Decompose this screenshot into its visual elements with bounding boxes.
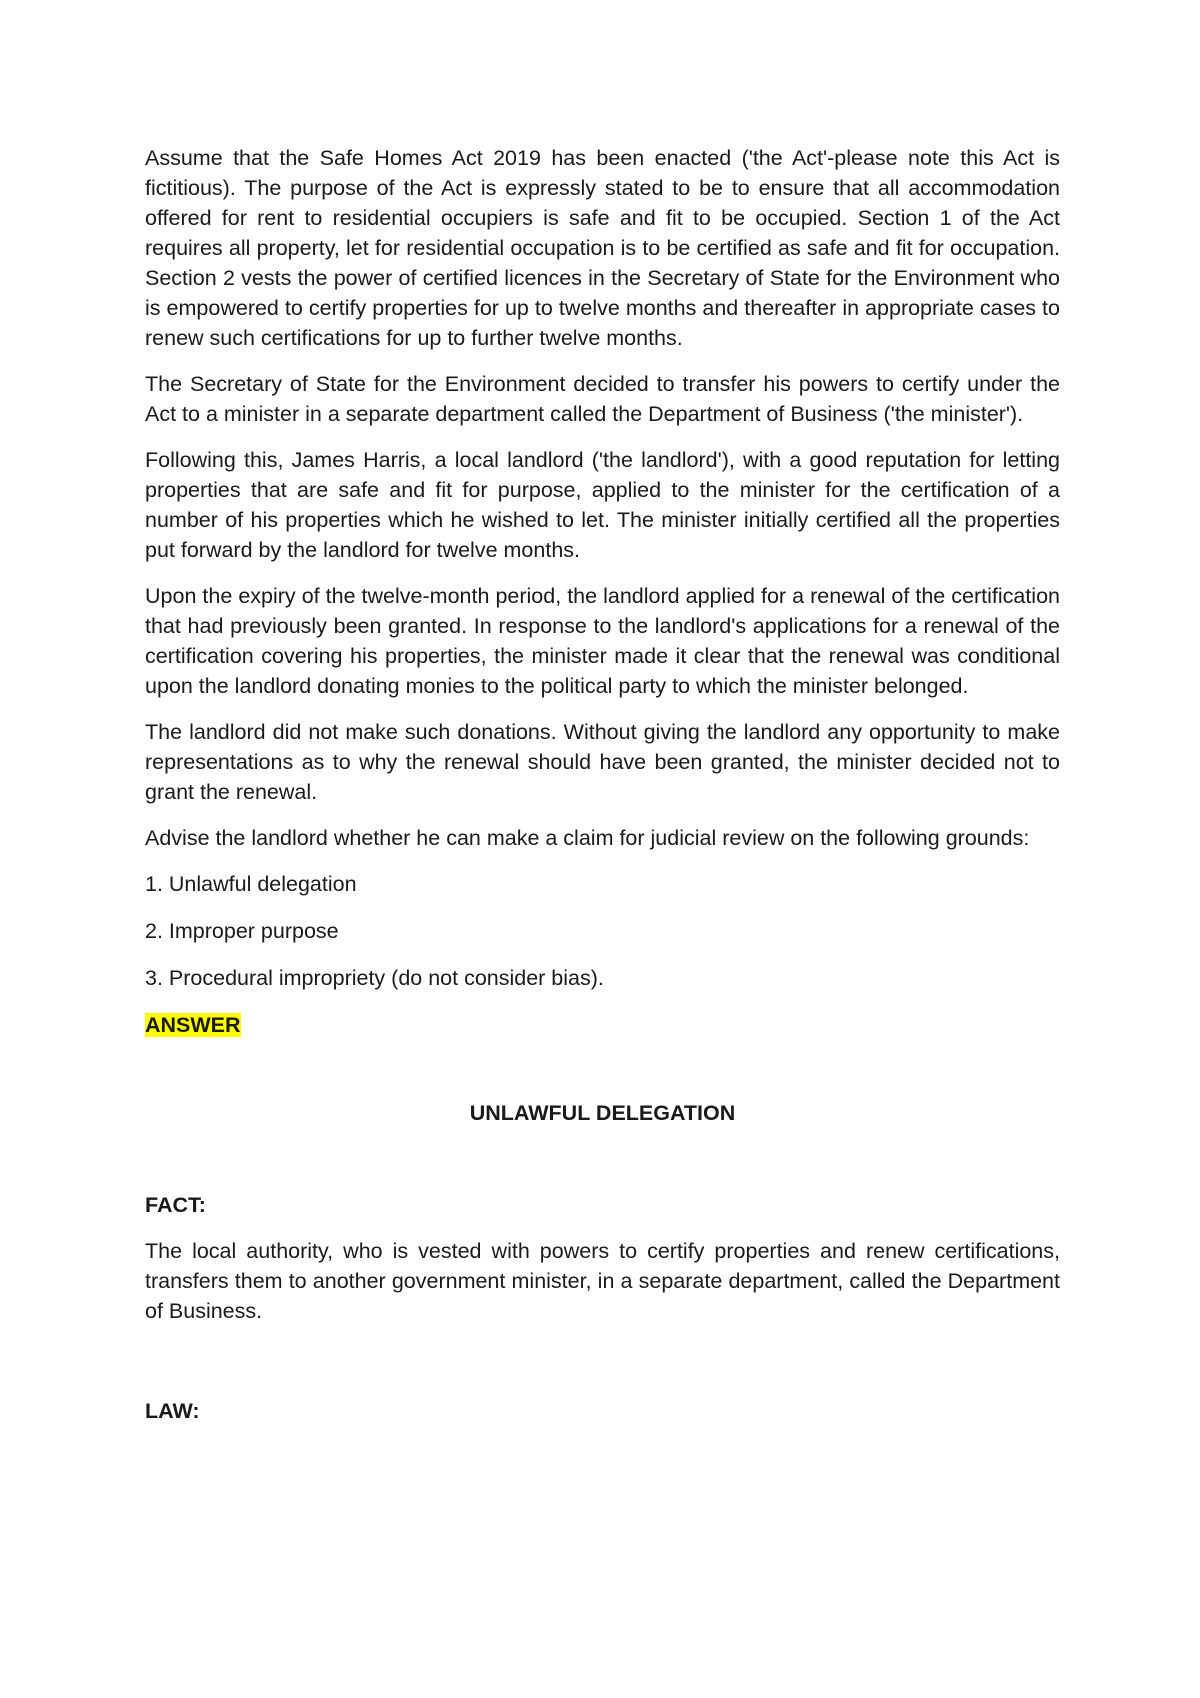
fact-paragraph: The local authority, who is vested with powers to certify properties and renew certifications, transfers them to another government minister, in a separate department, called the Department of Business. bbox=[145, 1239, 1060, 1323]
ground-item: 1. Unlawful delegation bbox=[145, 872, 357, 896]
question-paragraph-1: Assume that the Safe Homes Act 2019 has been enacted ('the Act'-please note this Act is fictitious). The purpose of the Act is expressly stated to be to ensure that all accommodation offered for rent to residential occupiers is safe and fit to be occupied. Section 1 of the Act requires all property, let for residential occupation is to be certified as safe and fit for occupation. Section 2 vests the power of certified licences in the Secretary of State for the Environment who is empowered to certify properties for up to twelve months and thereafter in appropriate cases to renew such certifications for up to further twelve months. bbox=[145, 146, 1060, 350]
fact-label: FACT: bbox=[145, 1193, 206, 1217]
ground-item: 3. Procedural impropriety (do not consider bias). bbox=[145, 966, 604, 990]
grounds-list bbox=[145, 869, 1060, 993]
question-paragraph-2: The Secretary of State for the Environment decided to transfer his powers to certify under the Act to a minister in a separate department called the Department of Business ('the minister'). bbox=[145, 372, 1060, 426]
section-heading-unlawful-delegation: UNLAWFUL DELEGATION bbox=[469, 1101, 736, 1125]
question-paragraph-6: Advise the landlord whether he can make a claim for judicial review on the following grounds: bbox=[145, 826, 1030, 850]
document-page bbox=[145, 143, 1060, 1442]
law-label: LAW: bbox=[145, 1399, 200, 1423]
answer-label-highlight: ANSWER bbox=[145, 1013, 241, 1037]
question-paragraph-3: Following this, James Harris, a local landlord ('the landlord'), with a good reputation for letting properties that are safe and fit for purpose, applied to the minister for the certification of a number of his properties which he wished to let. The minister initially certified all the properties put forward by the landlord for twelve months. bbox=[145, 448, 1060, 562]
question-paragraph-4: Upon the expiry of the twelve-month period, the landlord applied for a renewal of the certification that had previously been granted. In response to the landlord's applications for a renewal of the certification covering his properties, the minister made it clear that the renewal was conditional upon the landlord donating monies to the political party to which the minister belonged. bbox=[145, 584, 1060, 698]
question-paragraph-5: The landlord did not make such donations. Without giving the landlord any opportunity to make representations as to why the renewal should have been granted, the minister decided not to grant the renewal. bbox=[145, 720, 1060, 804]
answer-label bbox=[145, 1010, 1060, 1040]
ground-item: 2. Improper purpose bbox=[145, 919, 339, 943]
